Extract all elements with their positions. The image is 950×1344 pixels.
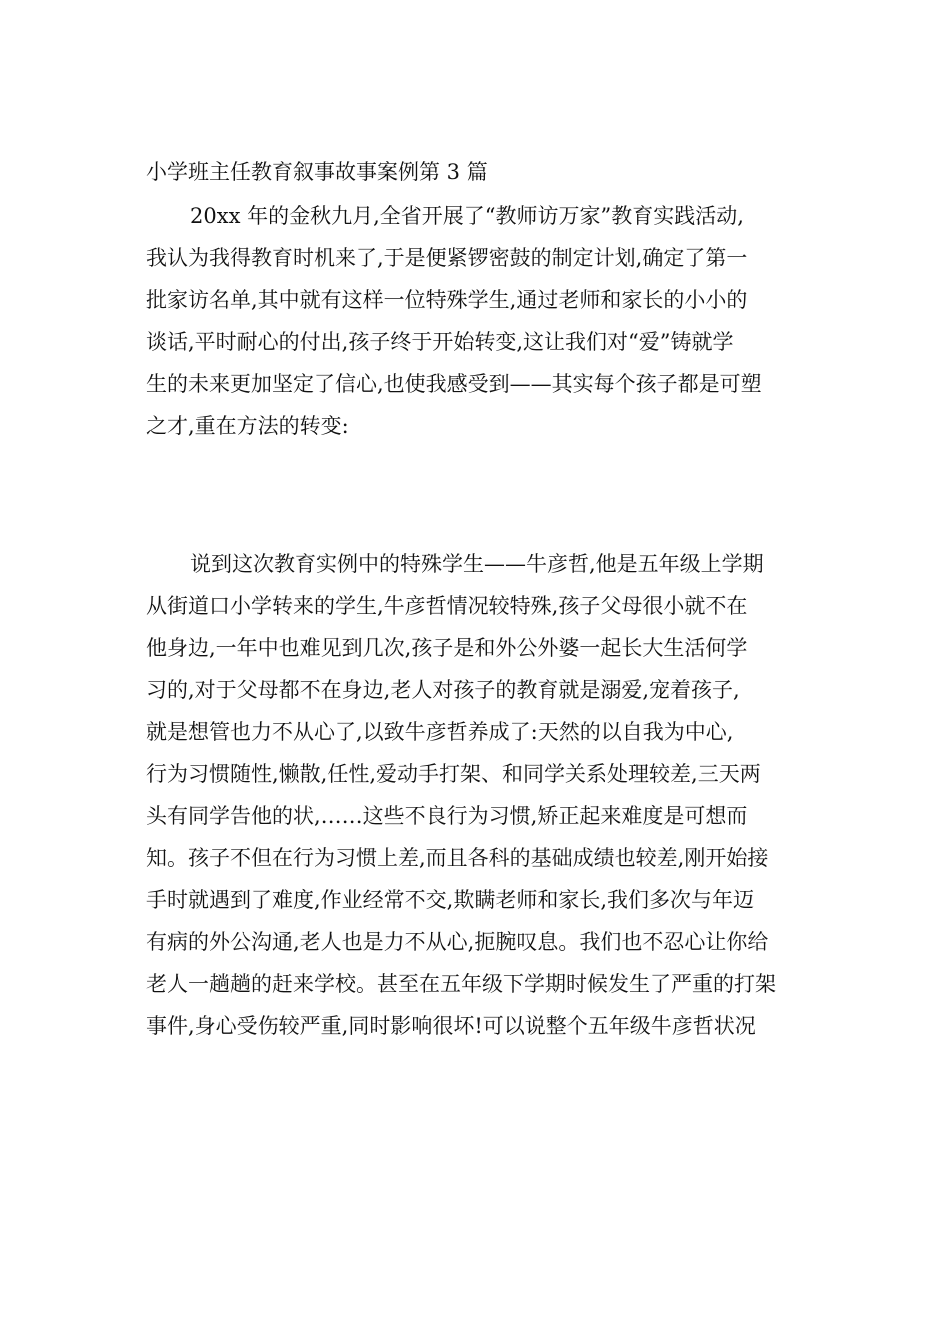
paragraph-line: 之才,重在方法的转变: [146, 414, 349, 438]
paragraph-line: 生的未来更加坚定了信心,也使我感受到——其实每个孩子都是可塑 [146, 372, 762, 396]
paragraph-line: 行为习惯随性,懒散,任性,爱动手打架、和同学关系处理较差,三天两 [146, 762, 761, 786]
document-title: 小学班主任教育叙事故事案例第 3 篇 [146, 160, 488, 184]
paragraph-line: 他身边,一年中也难见到几次,孩子是和外公外婆一起长大生活何学 [146, 636, 748, 660]
paragraph-line: 知。孩子不但在行为习惯上差,而且各科的基础成绩也较差,刚开始接 [146, 846, 769, 870]
paragraph-line: 20xx 年的金秋九月,全省开展了“教师访万家”教育实践活动, [190, 204, 744, 228]
paragraph-2 [146, 543, 810, 1047]
paragraph-line: 谈话,平时耐心的付出,孩子终于开始转变,这让我们对“爱”铸就学 [146, 330, 734, 354]
paragraph-line: 从街道口小学转来的学生,牛彦哲情况较特殊,孩子父母很小就不在 [146, 594, 748, 618]
paragraph-line: 习的,对于父母都不在身边,老人对孩子的教育就是溺爱,宠着孩子, [146, 678, 740, 702]
paragraph-line: 有病的外公沟通,老人也是力不从心,扼腕叹息。我们也不忍心让你给 [146, 930, 769, 954]
paragraph-line: 就是想管也力不从心了,以致牛彦哲养成了:天然的以自我为中心, [146, 720, 734, 744]
paragraph-1 [146, 195, 810, 447]
paragraph-line: 老人一趟趟的赶来学校。甚至在五年级下学期时候发生了严重的打架 [146, 972, 776, 996]
paragraph-line: 说到这次教育实例中的特殊学生——牛彦哲,他是五年级上学期 [190, 552, 764, 576]
paragraph-line: 我认为我得教育时机来了,于是便紧锣密鼓的制定计划,确定了第一 [146, 246, 748, 270]
paragraph-line: 事件,身心受伤较严重,同时影响很坏!可以说整个五年级牛彦哲状况 [146, 1014, 756, 1038]
paragraph-line: 手时就遇到了难度,作业经常不交,欺瞒老师和家长,我们多次与年迈 [146, 888, 755, 912]
paragraph-line: 批家访名单,其中就有这样一位特殊学生,通过老师和家长的小小的 [146, 288, 748, 312]
paragraph-line: 头有同学告他的状,……这些不良行为习惯,矫正起来难度是可想而 [146, 804, 748, 828]
